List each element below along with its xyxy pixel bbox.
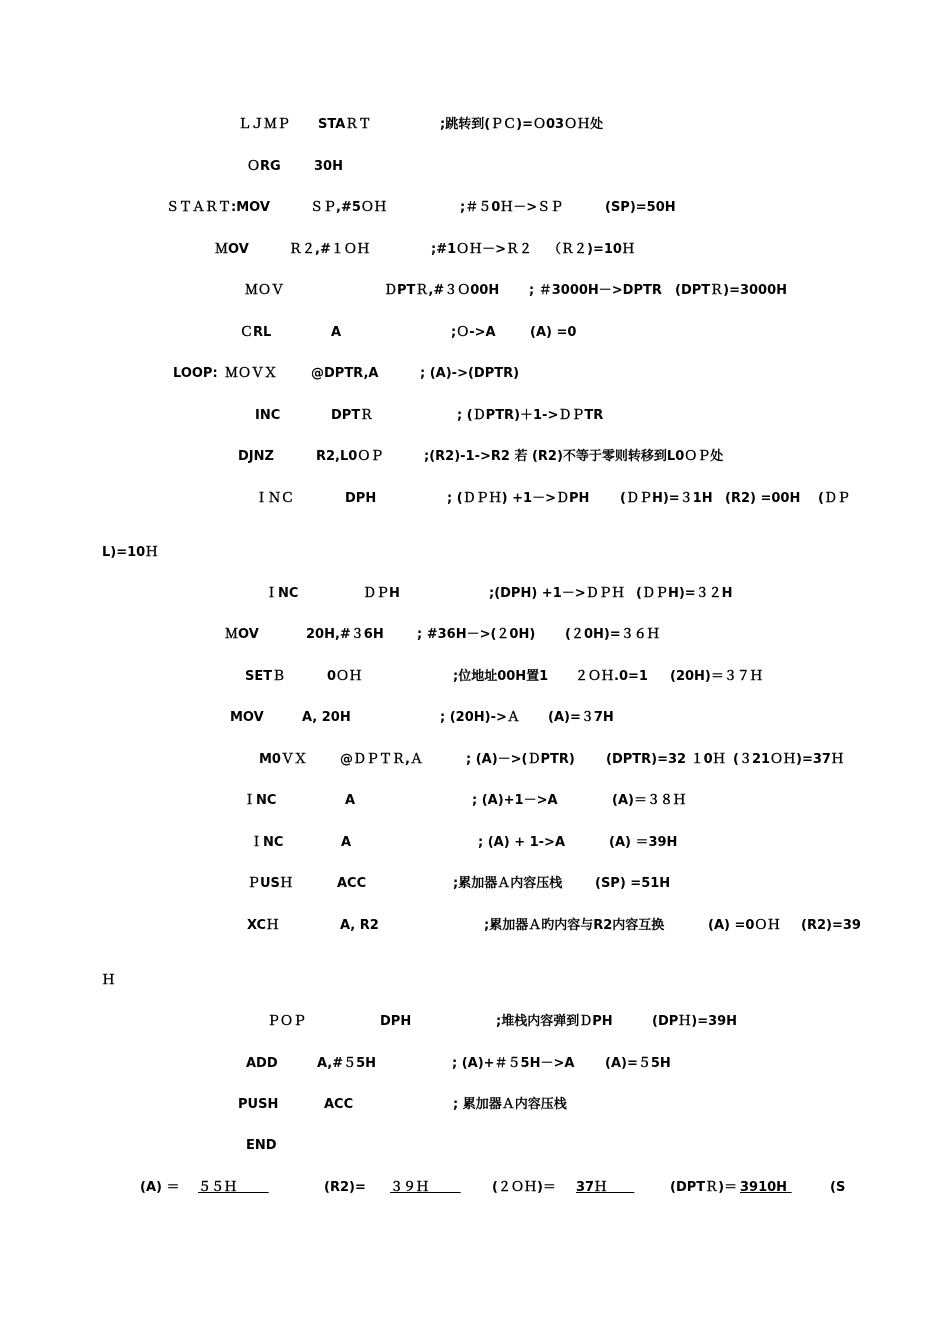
code-operand: 20H,#３6H (306, 627, 384, 642)
answer-r2-label: (R2)= (324, 1180, 366, 1195)
code-mnemonic: PUSH (238, 1097, 279, 1112)
code-label: LOOP: (173, 366, 218, 381)
code-result: (DPTＲ)=3000H (675, 283, 788, 298)
code-comment: ; #36H－>(２0H) (417, 627, 536, 642)
code-mnemonic: ＣRL (240, 325, 272, 340)
code-comment: ; (ＤＰＨ) +1－>ＤPH (447, 491, 590, 506)
code-operand: 30H (314, 159, 343, 174)
code-operand: @DPTR,A (311, 366, 379, 381)
code-operand: ACC (324, 1097, 354, 1112)
code-mnemonic: ＭＯＶＸ (225, 366, 278, 381)
code-mnemonic: ＩNC (243, 793, 277, 808)
code-result: (ＤＰH)=３２H (636, 586, 733, 601)
code-mnemonic: MOV (230, 710, 264, 725)
code-result: (R2)=39 (801, 918, 861, 933)
code-mnemonic: ＰUSＨ (247, 876, 293, 891)
code-mnemonic: ＩＮＣ (255, 491, 295, 506)
code-wrap: L)=10Ｈ (102, 545, 159, 560)
code-result: (A)=３7H (548, 710, 614, 725)
code-mnemonic: XCＨ (247, 918, 280, 933)
code-result: (ＤＰH)=３1H (620, 491, 713, 506)
code-result: （Ｒ２)=10Ｈ (548, 242, 635, 257)
code-result: (A)＝３８Ｈ (612, 793, 686, 808)
code-operand: R2,L0ＯＰ (316, 449, 384, 464)
answer-a-value: ５５Ｈ (198, 1180, 238, 1195)
code-comment: ; (A)->(DPTR) (420, 366, 520, 381)
code-result: (ＤＰ (818, 491, 850, 506)
code-wrap: Ｈ (102, 973, 116, 988)
code-result: (R2) =00H (725, 491, 801, 506)
code-mnemonic: ＭＯＶ (245, 283, 285, 298)
code-result: ２ＯＨ.0=1 (575, 669, 648, 684)
code-comment: ;跳转到(ＰＣ)=Ｏ03ＯＨ处 (440, 117, 604, 132)
code-comment: ; (A)+1－>A (472, 793, 558, 808)
code-operand: 0ＯＨ (327, 669, 363, 684)
code-comment: ;＃５0Ｈ－>ＳＰ (460, 200, 564, 215)
code-operand: ＤPTＲ,#３Ｏ00H (384, 283, 500, 298)
code-mnemonic: ADD (246, 1056, 278, 1071)
code-mnemonic: END (246, 1138, 277, 1153)
code-mnemonic: ＳＴＡＲＴ:MOV (166, 200, 270, 215)
answer-a-label: (A) ＝ (140, 1180, 180, 1195)
code-result: (A) =0 (530, 325, 577, 340)
code-result: (SP) =51H (595, 876, 671, 891)
code-operand: ＤＰH (363, 586, 400, 601)
code-operand: A (341, 835, 352, 850)
answer-20h-label: (２ＯＨ)＝ (492, 1180, 556, 1195)
code-operand: ＳＰ,#5ＯＨ (310, 200, 387, 215)
code-comment: ;位地址00H置1 (453, 669, 549, 684)
code-result: (DPTR)=32 １0Ｈ (606, 752, 726, 767)
code-operand: DPH (345, 491, 377, 506)
code-result: (３21ＯＨ)=37Ｈ (733, 752, 844, 767)
code-mnemonic: ＩNC (265, 586, 299, 601)
code-mnemonic: SETＢ (245, 669, 286, 684)
code-comment: ; (A)－>(ＤPTR) (466, 752, 575, 767)
code-operand: STAＲＴ (318, 117, 372, 132)
code-result: (A) ＝39H (609, 835, 678, 850)
code-operand: DPTＲ (331, 408, 374, 423)
code-mnemonic: DJNZ (238, 449, 274, 464)
code-mnemonic: M0ＶＸ (259, 752, 307, 767)
code-result: (SP)=50H (605, 200, 676, 215)
code-operand: DPH (380, 1014, 412, 1029)
code-comment: ; (A) + 1->A (478, 835, 566, 850)
code-comment: ; (20H)->Ａ (440, 710, 520, 725)
code-mnemonic: ＭOV (215, 242, 249, 257)
code-operand: A (345, 793, 356, 808)
code-comment: ; (ＤPTR)＋1->ＤＰTR (457, 408, 604, 423)
code-result: (A)=５5H (605, 1056, 671, 1071)
code-mnemonic: ＩNC (250, 835, 284, 850)
code-operand: ACC (337, 876, 367, 891)
code-comment: ;Ｏ->A (451, 325, 496, 340)
answer-r2-value: ３９Ｈ (390, 1180, 430, 1195)
code-comment: ;(DPH) +1－>ＤＰＨ (489, 586, 625, 601)
code-result: (A) =0ＯＨ (708, 918, 781, 933)
code-comment: ;累加器Ａ旳内容与R2内容互换 (484, 918, 665, 933)
answer-20h-value: 37Ｈ (576, 1180, 608, 1195)
code-comment: ;#1ＯＨ－>Ｒ２ (431, 242, 533, 257)
code-operand: A,#５5H (317, 1056, 377, 1071)
code-comment: ;堆栈内容弹到ＤPH (496, 1014, 613, 1029)
code-mnemonic: ＰＯＰ (267, 1014, 307, 1029)
code-comment: ;累加器Ａ内容压栈 (453, 876, 563, 891)
code-mnemonic: ＬＪＭＰ (238, 117, 291, 132)
code-result: (DPＨ)=39H (652, 1014, 738, 1029)
code-comment: ; ＃3000H－>DPTR (529, 283, 662, 298)
code-operand: A, 20H (302, 710, 351, 725)
code-operand: @ＤＰＴＲ,Ａ (340, 752, 423, 767)
code-operand: A, R2 (340, 918, 379, 933)
answer-dptr-value: 3910H (740, 1180, 788, 1195)
code-result: (20H)＝３７Ｈ (670, 669, 763, 684)
answer-dptr-label: (DPTＲ)＝ (670, 1180, 738, 1195)
code-mnemonic: INC (255, 408, 281, 423)
code-mnemonic: ＭOV (225, 627, 259, 642)
answer-sp-label: (S (830, 1180, 846, 1195)
code-operand: A (331, 325, 342, 340)
code-comment: ; (A)+＃５5H－>A (452, 1056, 575, 1071)
code-operand: Ｒ２,#１ＯＨ (289, 242, 370, 257)
code-comment: ; 累加器Ａ内容压栈 (453, 1097, 567, 1112)
code-result: (２0H)=３６Ｈ (565, 627, 660, 642)
code-mnemonic: ＯRG (247, 159, 281, 174)
code-comment: ;(R2)-1->R2 若 (R2)不等于零则转移到L0ＯＰ处 (424, 449, 724, 464)
